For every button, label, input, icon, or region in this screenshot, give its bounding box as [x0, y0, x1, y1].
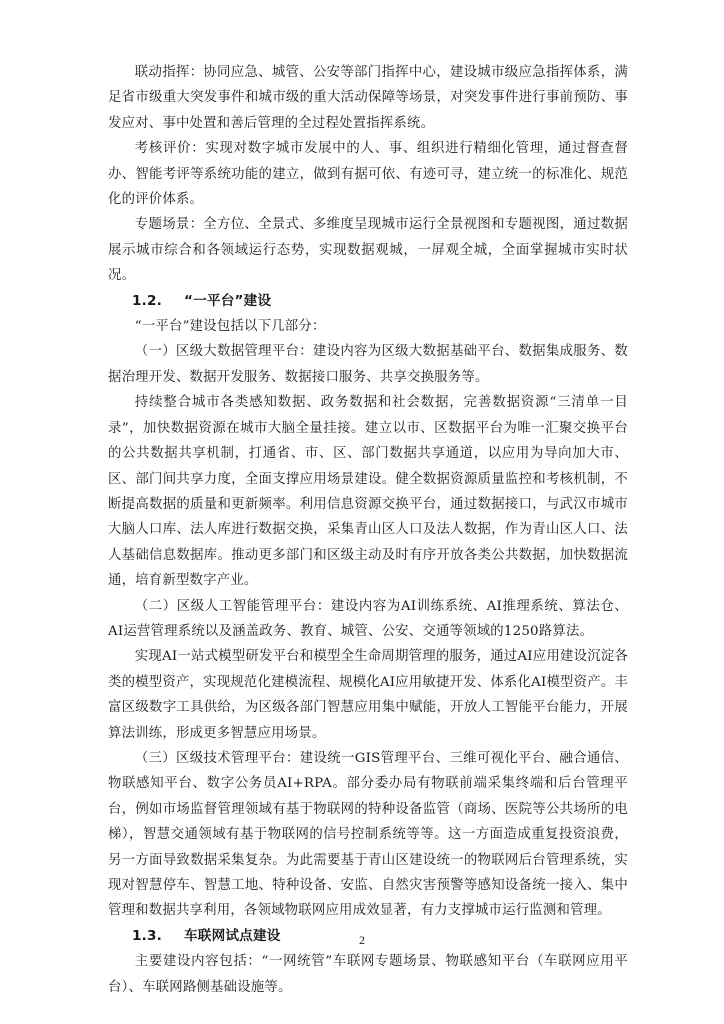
section-number: 1.3. — [132, 927, 163, 944]
paragraph: “一平台”建设包括以下几部分： — [134, 319, 326, 335]
paragraph: （一）区级大数据管理平台：建设内容为区级大数据基础平台、数据集成服务、数据治理开发、数据开发服务、数据接口服务、共享交换服务等。 — [108, 344, 628, 385]
paragraph: （二）区级人工智能管理平台：建设内容为AI训练系统、AI推理系统、算法仓、AI运营管理系统以及涵盖政务、教育、城管、公安、交通等领域的1250路算法。 — [108, 598, 628, 639]
section-heading-1-2 — [108, 289, 628, 314]
page-number: 2 — [359, 933, 365, 947]
paragraph: 实现AI一站式模型研发平台和模型全生命周期管理的服务，通过AI应用建设沉淀各类的模型资产，实现规范化建模流程、规模化AI应用敏捷开发、体系化AI模型资产。丰富区级数字工具供给，为区级各部门智慧应用集中赋能，开放人工智能平台能力，开展算法训练，形成更多智慧应用场景。 — [108, 649, 628, 741]
section-title: 车联网试点建设 — [184, 927, 281, 944]
section-number: 1.2. — [132, 292, 163, 309]
section-title: “一平台”建设 — [184, 292, 272, 309]
paragraph: （三）区级技术管理平台：建设统一GIS管理平台、三维可视化平台、融合通信、物联感知平台、数字公务员AI+RPA。部分委办局有物联前端采集终端和后台管理平台，例如市场监督管理领域有基于物联网的特种设备监管（商场、医院等公共场所的电梯），智慧交通领域有基于物联网的信号控制系统等等。这一方面造成重复投资浪费，另一方面导致数据采集复杂。为此需要基于青山区建设统一的物联网后台管理系统，实现对智慧停车、智慧工地、特种设备、安监、自然灾害预警等感知设备统一接入、集中管理和数据共享利用，各领域物联网应用成效显著，有力支撑城市运行监测和管理。 — [108, 750, 628, 919]
paragraph: 考核评价：实现对数字城市发展中的人、事、组织进行精细化管理，通过督查督办、智能考评等系统功能的建立，做到有据可依、有迹可寻，建立统一的标准化、规范化的评价体系。 — [108, 141, 628, 208]
paragraph: 持续整合城市各类感知数据、政务数据和社会数据，完善数据资源“三清单一目录”，加快数据资源在城市大脑全量挂接。建立以市、区数据平台为唯一汇聚交换平台的公共数据共享机制，打通省、市、区、部门数据共享通道，以应用为导向加大市、区、部门间共享力度，全面支撑应用场景建设。健全数据资源质量监控和考核机制，不断提高数据的质量和更新频率。利用信息资源交换平台，通过数据接口，与武汉市城市大脑人口库、法人库进行数据交换，采集青山区人口及法人数据，作为青山区人口、法人基础信息数据库。推动更多部门和区级主动及时有序开放各类公共数据，加快数据流通，培育新型数字产业。 — [108, 395, 628, 589]
paragraph: 联动指挥：协同应急、城管、公安等部门指挥中心，建设城市级应急指挥体系，满足省市级重大突发事件和城市级的重大活动保障等场景，对突发事件进行事前预防、事发应对、事中处置和善后管理的全过程处置指挥系统。 — [108, 65, 628, 131]
paragraph: 专题场景：全方位、全景式、多维度呈现城市运行全景视图和专题视图，通过数据展示城市综合和各领域运行态势，实现数据观城，一屏观全城，全面掌握城市实时状况。 — [108, 217, 628, 284]
paragraph: 主要建设内容包括：“一网统管”车联网专题场景、物联感知平台（车联网应用平台）、车联网路侧基础设施等。 — [108, 954, 628, 995]
document-body — [108, 60, 628, 1000]
